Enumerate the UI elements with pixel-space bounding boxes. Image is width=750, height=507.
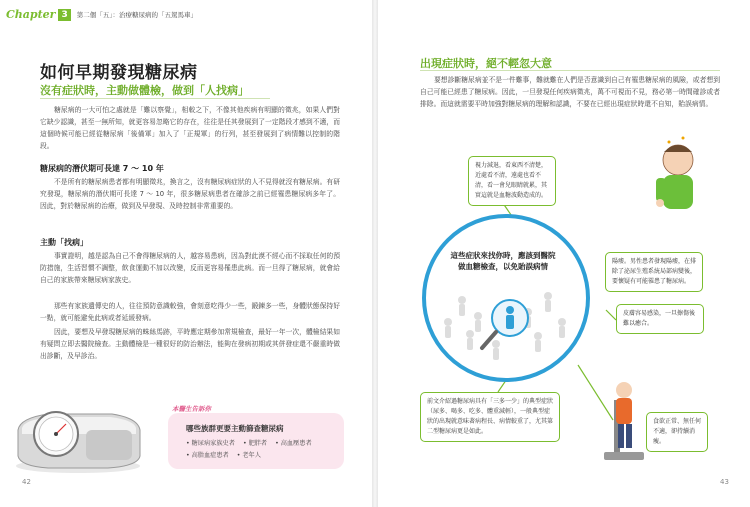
section-subtitle: 沒有症狀時，主動做體檢，做到「人找病」 xyxy=(40,84,249,97)
chapter-title: 第二個「五」：治療糖尿病的「五駕馬車」 xyxy=(76,11,197,19)
paragraph-latency: 不是所有的糖尿病患者都有明顯徵兆，換言之，沒有糖尿病症狀的人不見得就沒有糖尿病。有研究發現，糖尿病的潛伏期可長達 7 ～ 10 年，很多糖尿病患者在確診之前已經罹患糖尿病多年了。因此，對於糖尿病的治療，做到及早發現、及時控制非常重要的。 xyxy=(40,178,340,210)
callout-row-2 xyxy=(186,450,334,459)
paragraph-find-disease: 事實證明，越是認為自己不會得糖尿病的人，越容易患病，因為對此漠不經心而不採取任何的預防措施，生活習慣不調整，飲食運動不加以改變，反而更容易罹患此病。而一旦得了糖尿病，就會給自己的家族帶來糖尿病家族史。 xyxy=(40,252,340,284)
callout-heading: 哪些族群更要主動篩查糖尿病 xyxy=(186,424,284,433)
chapter-header xyxy=(6,8,197,21)
left-page xyxy=(0,0,372,507)
screening-callout xyxy=(168,413,344,469)
paragraph-intro: 糖尿病的一大可怕之處就是「難以察覺」，相較之下，不像其他疾病有明顯的徵兆，如果人們對它缺少認識，甚至一無所知，就更容易忽略它的存在，往往是任其發展到了一定階段才感到不適，而這個時候可能已經從糖尿病「後備軍」加入了「正規軍」的行列，甚至發展到了病情難以控制的階段。 xyxy=(40,106,340,150)
page-title: 如何早期發現糖尿病 xyxy=(40,63,198,83)
symptom-skin-infection: 皮膚容易感染，一旦擦傷後難以癒合。 xyxy=(616,304,704,334)
chapter-word: Chapter xyxy=(6,8,56,21)
callout-item: • 老年人 xyxy=(237,450,261,459)
callout-item: • 肥胖者 xyxy=(243,438,267,447)
right-section-title: 出現症狀時，絕不輕忽大意 xyxy=(420,57,552,70)
chapter-number: 3 xyxy=(58,9,70,21)
diagram-center-text: 這些症狀來找你時，應該到醫院做血糖檢查，以免貽誤病情 xyxy=(450,251,556,271)
callout-row-1 xyxy=(186,438,334,447)
symptom-impotence: 陽痿。男性患者發現陽痿，在排除了泌尿生殖系統局部病變後，要懷疑有可能罹患了糖尿病。 xyxy=(605,252,703,292)
callout-item: • 高血壓患者 xyxy=(275,438,312,447)
bathroom-scale-illustration xyxy=(8,400,148,475)
page-number-left: 42 xyxy=(22,478,31,486)
callout-item: • 糖尿病家族史者 xyxy=(186,438,235,447)
paragraph-family-history: 那些有家族遺傳史的人，往往預防意識較強，會刻意吃得少一些，鍛鍊多一些，身體狀態保持好一點，就可能避免此病或者延緩發病。 xyxy=(40,302,340,322)
page-number-right: 43 xyxy=(720,478,729,486)
subtitle-underline xyxy=(40,98,270,99)
subheading-find-disease: 主動「找病」 xyxy=(40,238,88,247)
right-page xyxy=(378,0,750,507)
symptom-three-more-one-less: 前文介紹過糖尿病具有「三多一少」的典型症狀（尿多、喝多、吃多、體重減輕），一般典型症狀的出現就意味著病程長、病情較重了，尤其第二型糖尿病更是如此。 xyxy=(420,392,560,442)
callout-item: • 高脂血症患者 xyxy=(186,450,229,459)
right-paragraph: 要想診斷糖尿病並不是一件難事，難就難在人們是否意識到自己有罹患糖尿病的風險，或者想到自己可能已經患了糖尿病。因此，一旦發現任何疾病徵兆，萬不可視而不見，務必第一時間確診或者排除。而這就需要平時加強對糖尿病的理解和認識，不要在已經出現症狀時還不自知，貽誤病情。 xyxy=(420,76,720,108)
subheading-latency: 糖尿病的潛伏期可長達 7 ～ 10 年 xyxy=(40,164,164,173)
doctor-tip-tag: 本醫生告訴你 xyxy=(172,405,211,413)
symptom-weight-loss: 食欲正常、無任何不適，卻持續消瘦。 xyxy=(646,412,708,452)
symptom-vision: 視力減退，看東西不清楚，近處看不清，遠處也看不清，看一會兒眼睛就累，其實這就是血糖波動造成的。 xyxy=(468,156,556,206)
paragraph-checkup: 因此，要想及早發現糖尿病的蛛絲馬跡，平時應定期參加常規檢查，最好一年一次，體檢結果如有疑問立即去醫院檢查。主動體檢是一種很好的防治辦法，能夠在發病初期或其併發症還不嚴重時做出診斷，及早診治。 xyxy=(40,328,340,360)
